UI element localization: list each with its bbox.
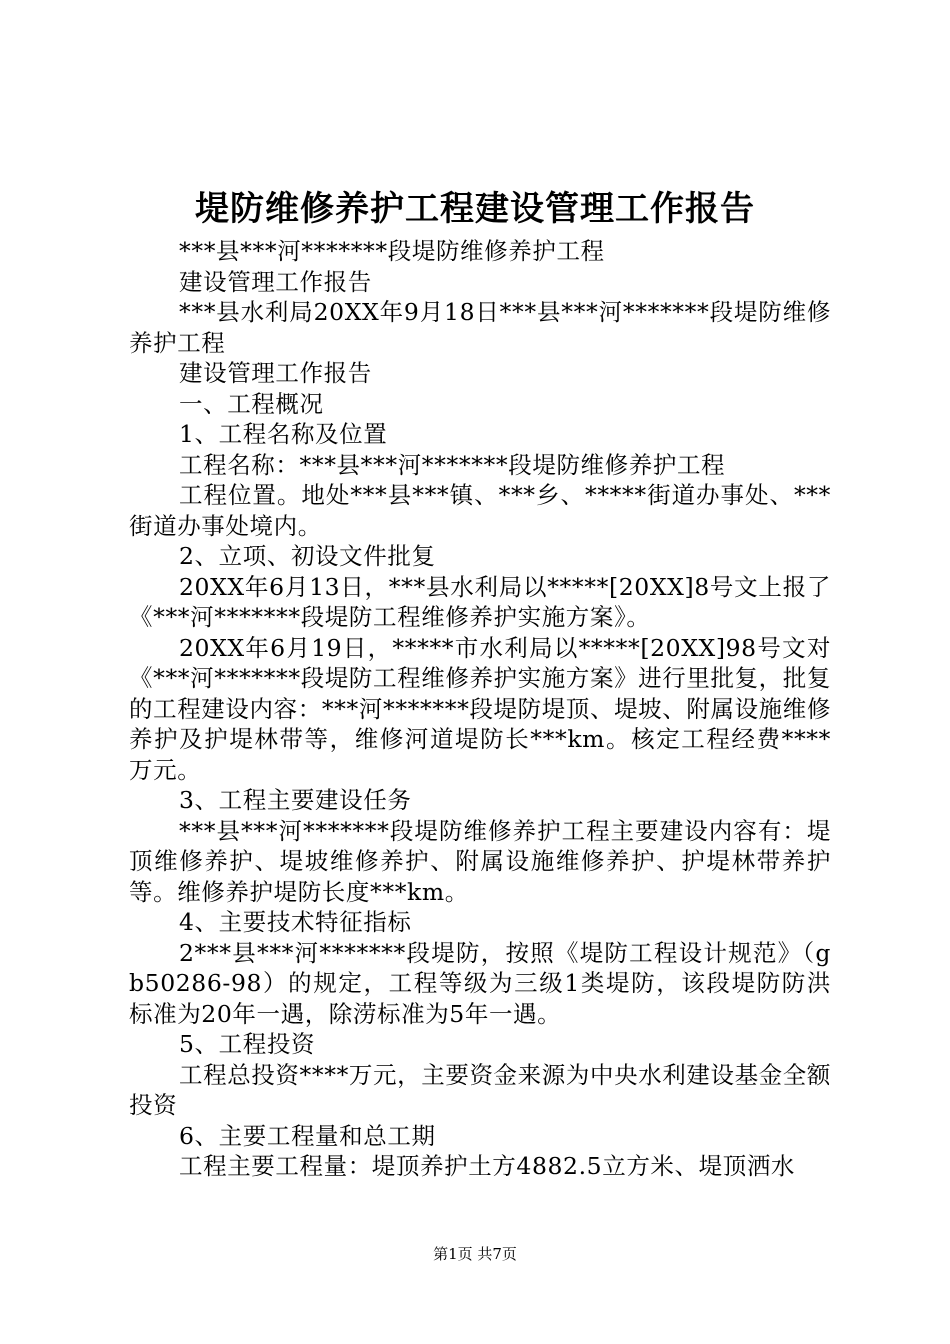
subsection-heading: 3、工程主要建设任务 bbox=[179, 786, 412, 814]
paragraph: 工程位置。地处***县***镇、***乡、*****街道办事处、***街道办事处境内。 bbox=[129, 481, 831, 540]
document-title: 堤防维修养护工程建设管理工作报告 bbox=[195, 189, 755, 229]
page-number: 第1页 共7页 bbox=[433, 1245, 517, 1263]
paragraph: 2***县***河*******段堤防，按照《堤防工程设计规范》（gb50286-98）的规定，工程等级为三级1类堤防，该段堤防防洪标准为20年一遇，除涝标准为5年一遇。 bbox=[129, 938, 831, 1028]
document-body bbox=[129, 236, 831, 1182]
paragraph: 工程总投资****万元，主要资金来源为中央水利建设基金全额投资 bbox=[129, 1060, 831, 1119]
section-heading: 一、工程概况 bbox=[179, 389, 324, 418]
paragraph: 20XX年6月19日，*****市水利局以*****[20XX]98号文对《***河*******段堤防工程维修养护实施方案》进行里批复，批复的工程建设内容：***河*******段堤防堤顶、堤坡、附属设施维修养护及护堤林带等，维修河道堤防长***km。核定工程经费****万元。 bbox=[129, 633, 831, 784]
paragraph: 建设管理工作报告 bbox=[179, 359, 372, 387]
subsection-heading: 2、立项、初设文件批复 bbox=[179, 542, 436, 570]
paragraph: 工程名称：***县***河*******段堤防维修养护工程 bbox=[179, 450, 726, 479]
paragraph: ***县***河*******段堤防维修养护工程主要建设内容有：堤顶维修养护、堤坡维修养护、附属设施维修养护、护堤林带养护等。维修养护堤防长度***km。 bbox=[129, 816, 831, 906]
paragraph: 工程主要工程量：堤顶养护土方4882.5立方米、堤顶洒水 bbox=[179, 1152, 796, 1180]
subsection-heading: 6、主要工程量和总工期 bbox=[179, 1121, 436, 1150]
subsection-heading: 4、主要技术特征指标 bbox=[179, 908, 412, 936]
paragraph: ***县***河*******段堤防维修养护工程 bbox=[179, 237, 605, 265]
subsection-heading: 1、工程名称及位置 bbox=[179, 420, 388, 448]
subsection-heading: 5、工程投资 bbox=[179, 1030, 316, 1058]
paragraph: 建设管理工作报告 bbox=[179, 267, 372, 296]
paragraph: ***县水利局20XX年9月18日***县***河*******段堤防维修养护工程 bbox=[129, 298, 831, 357]
paragraph: 20XX年6月13日，***县水利局以*****[20XX]8号文上报了《***河*******段堤防工程维修养护实施方案》。 bbox=[129, 572, 831, 631]
